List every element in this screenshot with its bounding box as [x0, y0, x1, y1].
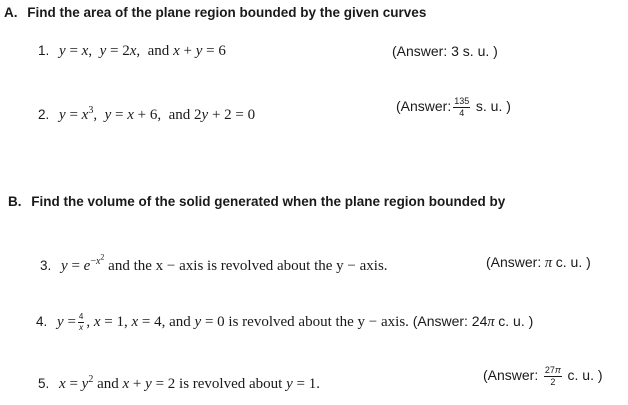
problem-5-answer-numerator: 27 [544, 365, 555, 375]
problem-5-number: 5. [38, 376, 50, 391]
problem-4-answer-label: (Answer: 24 [412, 313, 488, 329]
problem-3-answer-pi: π [544, 255, 553, 271]
problem-4 [36, 313, 533, 332]
problem-2-answer-label: (Answer: [396, 97, 452, 114]
problem-2 [38, 105, 255, 124]
problem-2-equation: $y = x^3$, y = x + 6, and 2y + 2 = 0 [59, 105, 256, 123]
problem-2-answer-numerator: 135 [454, 96, 470, 106]
problem-5-answer-label: (Answer: [483, 366, 539, 383]
problem-3-equation: $y = e^{-x^2}$ and the x − axis is revolved about the y − axis. [61, 253, 388, 275]
section-a-title: Find the area of the plane region bounded by the given curves [27, 5, 427, 20]
problem-1-answer-text: (Answer: 3 s. u. ) [392, 43, 498, 59]
section-a-label: A. [4, 5, 18, 20]
problem-4-answer-pi: π [487, 314, 495, 330]
problem-2-answer-denominator: 4 [459, 108, 465, 118]
problem-2-number: 2. [38, 107, 50, 122]
problem-3 [40, 253, 388, 275]
problem-2-answer-unit: s. u. ) [475, 97, 511, 114]
problem-3-answer [486, 254, 591, 272]
section-b-title: Find the volume of the solid generated when the plane region bounded by [31, 194, 506, 209]
problem-4-answer [413, 314, 534, 330]
problem-5-answer-fraction [544, 366, 562, 387]
problem-1 [38, 43, 226, 60]
problem-4-number: 4. [36, 314, 48, 329]
section-a-heading [4, 5, 426, 20]
problem-3-answer-label: (Answer: [486, 254, 542, 270]
problem-5 [38, 374, 320, 393]
problem-4-equation: y = $\frac{4}{x}$ , x = 1, x = 4, and y = 0 is revolved about the y − axis. [57, 312, 409, 333]
problem-2-answer-fraction [453, 97, 470, 118]
problem-5-answer-denominator: 2 [550, 377, 556, 387]
problem-5-answer [483, 366, 603, 387]
problem-5-answer-unit: c. u. ) [567, 366, 603, 383]
problem-4-answer-unit: c. u. ) [498, 313, 534, 329]
section-b-heading [8, 194, 505, 209]
problem-3-answer-unit: c. u. ) [555, 254, 591, 270]
problem-1-answer [392, 43, 498, 61]
section-b-label: B. [8, 194, 22, 209]
problem-1-equation: y = x, y = 2x, and x + y = 6 [59, 43, 226, 59]
problem-2-answer [396, 97, 511, 118]
problem-3-number: 3. [40, 258, 52, 274]
problem-1-number: 1. [38, 43, 50, 58]
problem-5-answer-pi: π [554, 365, 561, 375]
problem-5-equation: $x = y^2$ and x + y = 2 is revolved about y = 1. [59, 374, 320, 392]
